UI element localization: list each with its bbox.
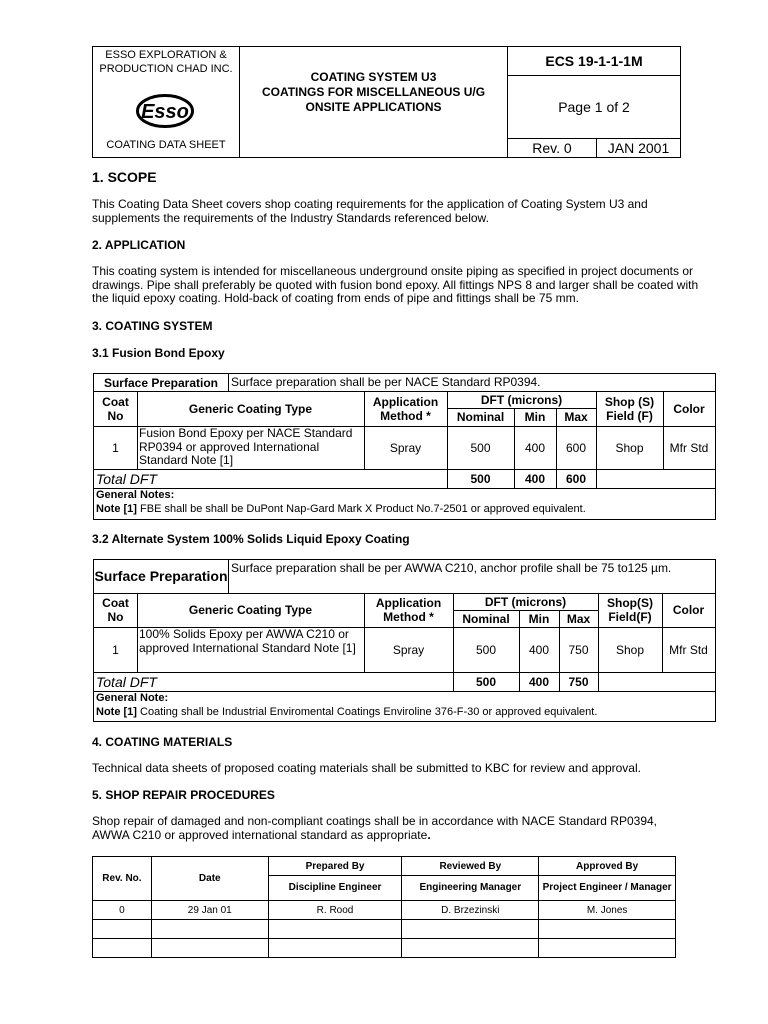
section-5-text (92, 815, 692, 842)
col-generic-type: Generic Coating Type (137, 593, 365, 628)
col-coat-no: Coat No (94, 391, 138, 427)
rev-no-header: Rev. No. (93, 857, 152, 901)
col-dft: DFT (microns) (453, 593, 599, 611)
row-reviewed: D. Brzezinski (402, 901, 539, 920)
section-1-text: This Coating Data Sheet covers shop coating requirements for the application of Coating System U3 and supplements the requirements of the Industry Standards referenced below. (92, 197, 648, 225)
row-method: Spray (364, 426, 448, 470)
col-shop-field: Shop (S) Field (F) (596, 391, 664, 427)
col-generic-type: Generic Coating Type (137, 391, 365, 427)
approved-by-header: Approved By (539, 857, 676, 876)
total-nominal: 500 (453, 672, 520, 692)
esso-logo (136, 94, 194, 128)
fbe-coating-table (93, 373, 716, 520)
row-method: Spray (364, 627, 454, 673)
company-cell (93, 47, 240, 157)
total-dft-label: Total DFT (94, 469, 448, 489)
col-color: Color (663, 391, 715, 427)
total-max: 600 (556, 469, 597, 489)
section-1-heading: 1. SCOPE (92, 169, 157, 185)
col-color: Color (662, 593, 715, 628)
table-row (93, 920, 676, 939)
row-nominal: 500 (447, 426, 515, 470)
note-tag: Note [1] (96, 503, 137, 515)
row-min: 400 (519, 627, 560, 673)
section-4-text: Technical data sheets of proposed coating materials shall be submitted to KBC for review and approval. (92, 761, 641, 775)
page-number: Page 1 of 2 (558, 99, 630, 115)
col-coat-no: Coat No (94, 593, 138, 628)
col-dft-max: Max (556, 408, 597, 427)
total-max: 750 (559, 672, 599, 692)
project-manager-label: Project Engineer / Manager (539, 876, 676, 901)
row-coat-no: 1 (94, 426, 138, 470)
col-dft-nominal: Nominal (453, 610, 520, 628)
row-color: Mfr Std (663, 426, 715, 470)
title-line-2: COATINGS FOR MISCELLANEOUS U/G (261, 85, 486, 99)
note-text: Coating shall be Industrial Enviromental Coatings Enviroline 376-F-30 or approved equivalent. (136, 706, 598, 718)
surface-prep-text: Surface preparation shall be per NACE Standard RP0394. (229, 374, 715, 392)
total-min: 400 (519, 672, 560, 692)
title-line-3: ONSITE APPLICATIONS (305, 100, 442, 114)
section-4-heading: 4. COATING MATERIALS (92, 735, 233, 749)
date-header: Date (151, 857, 268, 901)
data-sheet-label: COATING DATA SHEET (106, 139, 226, 151)
total-dft-label: Total DFT (94, 672, 454, 692)
general-notes-label: General Notes: (96, 489, 175, 501)
discipline-engineer-label: Discipline Engineer (268, 876, 402, 901)
reviewed-by-header: Reviewed By (402, 857, 539, 876)
row-color: Mfr Std (662, 627, 715, 673)
note-tag: Note [1] (96, 706, 137, 718)
col-application-method: Application Method * (364, 593, 454, 628)
row-coat-no: 1 (94, 627, 138, 673)
revision: Rev. 0 (508, 138, 597, 158)
table-row (93, 939, 676, 958)
row-shop: Shop (596, 426, 664, 470)
issue-date: JAN 2001 (597, 138, 680, 158)
surface-prep-label: Surface Preparation (94, 374, 229, 392)
document-number: ECS 19-1-1-1M (508, 47, 680, 76)
col-application-method: Application Method * (364, 391, 448, 427)
col-dft-nominal: Nominal (447, 408, 515, 427)
row-generic-type: 100% Solids Epoxy per AWWA C210 or approved International Standard Note [1] (137, 627, 365, 673)
row-date: 29 Jan 01 (151, 901, 268, 920)
row-max: 750 (559, 627, 599, 673)
section-2-heading: 2. APPLICATION (92, 238, 186, 252)
document-header (92, 46, 681, 158)
col-dft-min: Min (514, 408, 557, 427)
row-approved: M. Jones (539, 901, 676, 920)
svg-text:Esso: Esso (141, 101, 189, 123)
total-nominal: 500 (447, 469, 515, 489)
section-5-body: Shop repair of damaged and non-compliant coatings shall be in accordance with NACE Standard RP0394, AWWA C210 or approved international standard as appropriate (92, 814, 658, 842)
note-1 (96, 706, 597, 718)
general-note-label: General Note: (96, 692, 169, 704)
engineering-manager-label: Engineering Manager (402, 876, 539, 901)
row-prepared: R. Rood (268, 901, 402, 920)
col-dft-min: Min (519, 610, 560, 628)
title-line-1: COATING SYSTEM U3 (310, 70, 437, 84)
section-3-heading: 3. COATING SYSTEM (92, 319, 213, 333)
row-rev: 0 (93, 901, 152, 920)
row-shop: Shop (598, 627, 663, 673)
doc-info-cell (508, 47, 680, 157)
note-1 (96, 503, 586, 515)
divider (94, 691, 715, 692)
liquid-epoxy-table (93, 559, 716, 722)
note-text: FBE shall be shall be DuPont Nap-Gard Mark X Product No.7-2501 or approved equivalent. (136, 503, 586, 515)
section-3-1-heading: 3.1 Fusion Bond Epoxy (92, 346, 225, 360)
section-5-heading: 5. SHOP REPAIR PROCEDURES (92, 788, 275, 802)
col-shop-field: Shop(S) Field(F) (598, 593, 663, 628)
row-nominal: 500 (453, 627, 520, 673)
section-5-end: . (427, 827, 431, 842)
section-3-2-heading: 3.2 Alternate System 100% Solids Liquid Epoxy Coating (92, 532, 410, 546)
surface-prep-label: Surface Preparation (94, 560, 229, 594)
approval-table (92, 856, 676, 958)
row-min: 400 (514, 426, 557, 470)
row-max: 600 (556, 426, 597, 470)
surface-prep-text: Surface preparation shall be per AWWA C210, anchor profile shall be 75 to125 µm. (229, 560, 715, 594)
row-generic-type: Fusion Bond Epoxy per NACE Standard RP0394 or approved International Standard Note [1] (137, 426, 365, 470)
divider (94, 488, 715, 489)
prepared-by-header: Prepared By (268, 857, 402, 876)
company-name: ESSO EXPLORATION & PRODUCTION CHAD INC. (99, 49, 233, 75)
total-min: 400 (514, 469, 557, 489)
title-cell (240, 47, 508, 157)
col-dft: DFT (microns) (447, 391, 597, 409)
table-row (93, 901, 676, 920)
section-2-text: This coating system is intended for miscellaneous underground onsite piping as specified in project documents or drawings. Pipe shall preferably be quoted with fusion bond epoxy. All fittings NPS 8 and larger shall be coated with the liquid epoxy coating. Hold-back of coating from ends of pipe and fittings shall be 75 mm. (92, 264, 699, 305)
col-dft-max: Max (559, 610, 599, 628)
